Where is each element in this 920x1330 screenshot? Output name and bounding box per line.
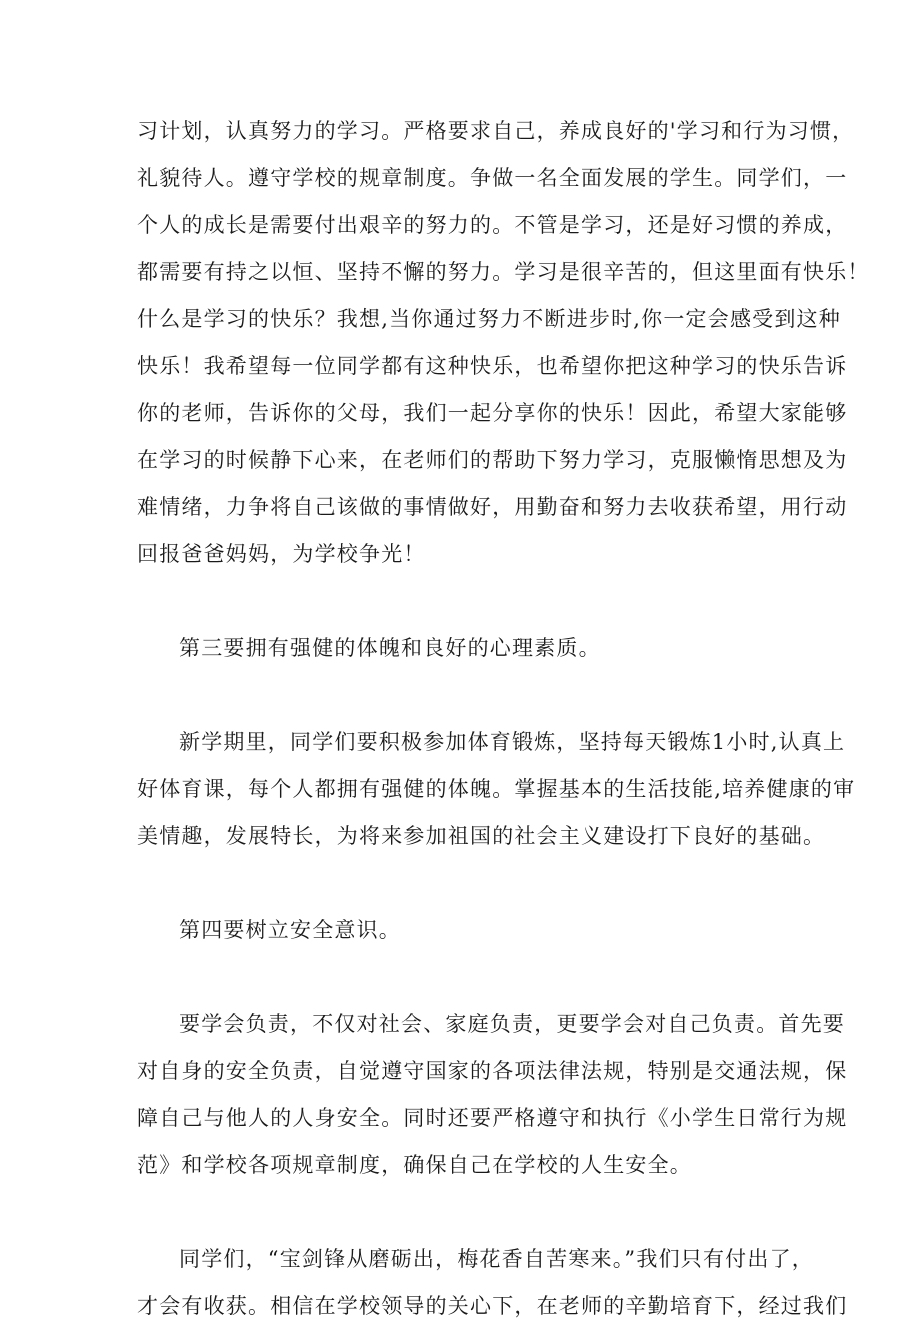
paragraph-3: [137, 719, 856, 860]
paragraph-line: 难情绪，力争将自己该做的事情做好，用勤奋和努力去收获希望，用行动: [137, 495, 848, 519]
section-heading-fourth: 第四要树立安全意识。: [179, 918, 401, 942]
paragraph-line: 要学会负责，不仅对社会、家庭负责，更要学会对自己负责。首先要: [179, 1012, 845, 1036]
paragraph-line: 才会有收获。相信在学校领导的关心下，在老师的辛勤培育下，经过我们: [137, 1294, 848, 1318]
paragraph-line: 什么是学习的快乐？我想,当你通过努力不断进步时,你一定会感受到这种: [137, 307, 841, 331]
paragraph-line: 美情趣，发展特长，为将来参加祖国的社会主义建设打下良好的基础。: [137, 824, 826, 848]
paragraph-line: 范》和学校各项规章制度，确保自己在学校的人生安全。: [137, 1153, 692, 1177]
paragraph-line: 好体育课，每个人都拥有强健的体魄。掌握基本的生活技能,培养健康的审: [137, 777, 856, 801]
paragraph-line: 你的老师，告诉你的父母，我们一起分享你的快乐！因此，希望大家能够: [137, 401, 848, 425]
paragraph-line: 快乐！我希望每一位同学都有这种快乐，也希望你把这种学习的快乐告诉: [137, 354, 848, 378]
paragraph-spacer: [137, 954, 797, 1001]
paragraph-line: 礼貌待人。遵守学校的规章制度。争做一名全面发展的学生。同学们，一: [137, 166, 848, 190]
paragraph-spacer: [137, 1189, 797, 1236]
paragraph-line: 都需要有持之以恒、坚持不懈的努力。学习是很辛苦的，但这里面有快乐！: [137, 260, 870, 284]
document-body: [137, 108, 870, 1330]
paragraph-line: 个人的成长是需要付出艰辛的努力的。不管是学习，还是好习惯的养成，: [137, 213, 848, 237]
paragraph-spacer: [137, 860, 797, 907]
paragraph-6: [137, 1236, 848, 1330]
section-heading-third: 第三要拥有强健的体魄和良好的心理素质。: [179, 636, 601, 660]
paragraph-spacer: [137, 672, 797, 719]
paragraph-2: [137, 625, 797, 672]
paragraph-line: 回报爸爸妈妈，为学校争光！: [137, 542, 426, 566]
paragraph-line: 对自身的安全负责，自觉遵守国家的各项法律法规，特别是交通法规，保: [137, 1059, 848, 1083]
paragraph-line: 习计划，认真努力的学习。严格要求自己，养成良好的'学习和行为习惯，: [137, 119, 855, 143]
paragraph-1: [137, 108, 870, 578]
paragraph-line: 在学习的时候静下心来，在老师们的帮助下努力学习，克服懒惰思想及为: [137, 448, 848, 472]
paragraph-line: 新学期里，同学们要积极参加体育锻炼，坚持每天锻炼1小时,认真上: [179, 730, 846, 754]
paragraph-line: 障自己与他人的人身安全。同时还要严格遵守和执行《小学生日常行为规: [137, 1106, 848, 1130]
paragraph-line: 同学们，“宝剑锋从磨砺出，梅花香自苦寒来。”我们只有付出了，: [179, 1247, 814, 1271]
paragraph-5: [137, 1001, 848, 1189]
paragraph-spacer: [137, 578, 797, 625]
paragraph-4: [137, 907, 797, 954]
